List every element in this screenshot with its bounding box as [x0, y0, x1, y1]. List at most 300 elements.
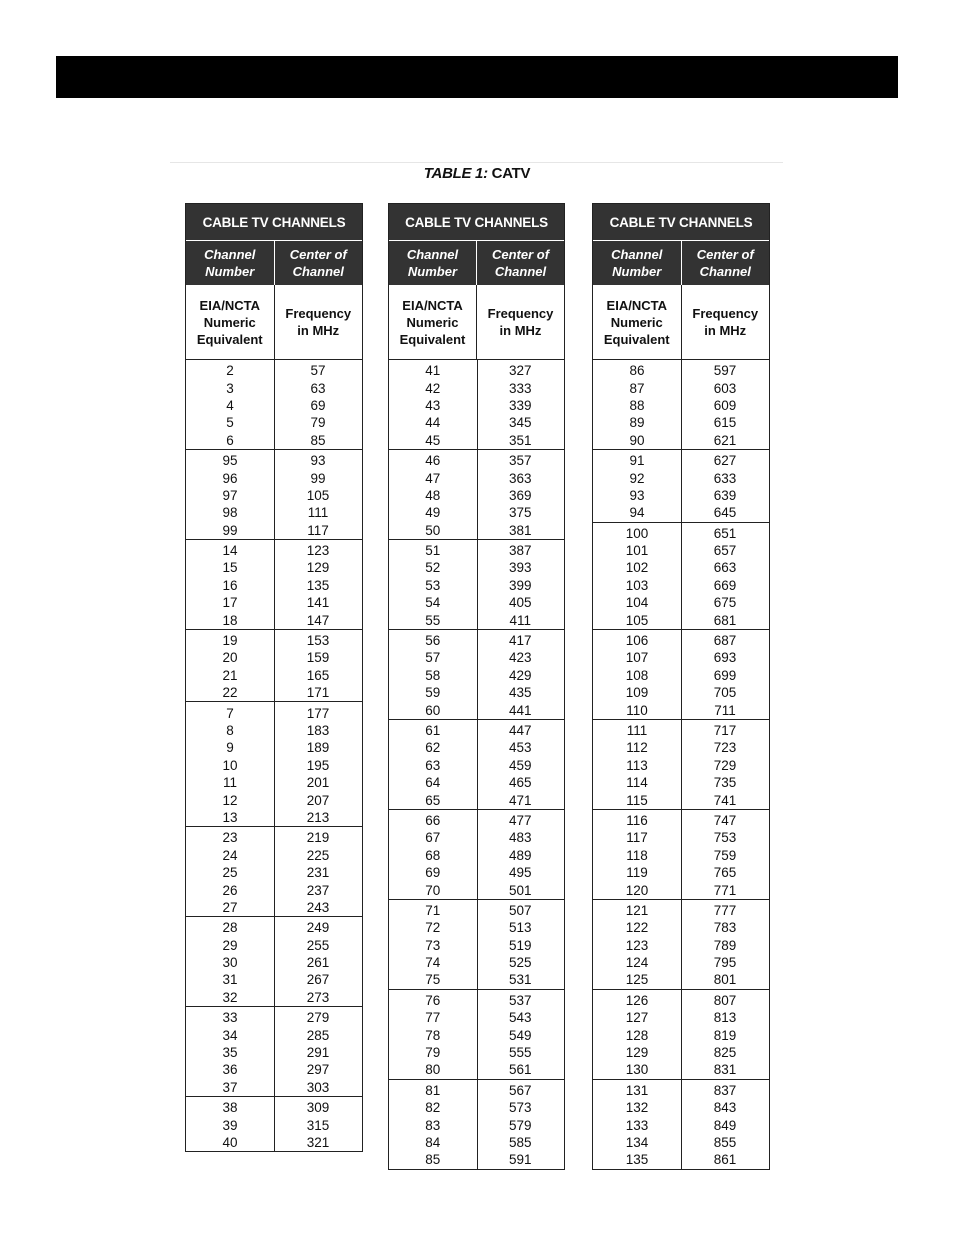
- channel-number: 4: [226, 397, 234, 413]
- channel-number: 123: [625, 937, 649, 953]
- channel-number: 76: [425, 992, 441, 1008]
- frequency-mhz: 849: [713, 1117, 737, 1133]
- channel-number: 3: [226, 380, 234, 396]
- channel-number: 52: [425, 560, 441, 576]
- column-divider: [477, 360, 478, 1169]
- frequency-mhz: 759: [713, 847, 737, 863]
- channel-number: 55: [425, 612, 441, 628]
- channel-number: 104: [625, 595, 649, 611]
- frequency-mhz: 135: [306, 577, 330, 593]
- frequency-mhz: 675: [713, 595, 737, 611]
- frequency-mhz: 321: [306, 1134, 330, 1150]
- frequency-mhz: 555: [508, 1045, 532, 1061]
- frequency-mhz: 633: [713, 470, 737, 486]
- frequency-mhz: 267: [306, 972, 330, 988]
- channel-number: 27: [222, 899, 238, 915]
- channel-number: 19: [222, 633, 238, 649]
- channel-number: 106: [625, 633, 649, 649]
- frequency-mhz: 291: [306, 1045, 330, 1061]
- channel-number: 115: [626, 792, 648, 808]
- frequency-mhz: 261: [306, 955, 330, 971]
- frequency-mhz: 69: [310, 397, 326, 413]
- frequency-mhz: 225: [306, 847, 330, 863]
- channel-number: 88: [629, 397, 645, 413]
- channel-number: 69: [425, 865, 441, 881]
- channel-number: 129: [625, 1045, 649, 1061]
- channel-number: 23: [222, 830, 238, 846]
- frequency-mhz: 393: [508, 560, 532, 576]
- channel-number: 128: [625, 1027, 649, 1043]
- channel-number: 120: [625, 882, 649, 898]
- frequency-mhz: 591: [508, 1152, 532, 1168]
- table-banner: CABLE TV CHANNELS: [186, 204, 362, 241]
- frequency-mhz: 219: [306, 830, 330, 846]
- frequency-mhz: 699: [713, 667, 737, 683]
- frequency-mhz: 585: [508, 1134, 532, 1150]
- channel-number: 105: [625, 612, 649, 628]
- frequency-mhz: 189: [306, 740, 330, 756]
- channel-number: 102: [625, 560, 649, 576]
- frequency-mhz: 657: [713, 543, 737, 559]
- channel-number: 116: [626, 812, 648, 828]
- channel-number: 30: [222, 955, 238, 971]
- channel-number: 41: [425, 363, 441, 379]
- channel-number: 86: [629, 363, 645, 379]
- frequency-mhz: 795: [713, 955, 737, 971]
- eia-ncta-subheader: EIA/NCTA Numeric Equivalent: [186, 285, 275, 359]
- frequency-mhz: 747: [713, 812, 737, 828]
- channel-number: 50: [425, 522, 441, 538]
- frequency-mhz: 489: [508, 847, 532, 863]
- channel-number: 108: [625, 667, 649, 683]
- channel-table-1: [185, 203, 363, 1152]
- frequency-mhz: 603: [713, 380, 737, 396]
- frequency-mhz: 717: [713, 723, 737, 738]
- table-banner: CABLE TV CHANNELS: [593, 204, 769, 241]
- frequency-mhz: 441: [508, 702, 532, 718]
- channel-number: 9: [226, 740, 234, 756]
- frequency-mhz: 537: [508, 992, 532, 1008]
- page-title: [0, 165, 954, 182]
- title-suffix: CATV: [487, 165, 531, 182]
- frequency-mhz: 573: [508, 1100, 532, 1116]
- frequency-mhz: 129: [306, 560, 330, 576]
- channel-number: 85: [425, 1152, 441, 1168]
- frequency-mhz: 729: [713, 757, 737, 773]
- channel-number: 47: [425, 470, 441, 486]
- frequency-mhz: 681: [713, 612, 737, 628]
- channel-number: 16: [222, 577, 238, 593]
- title-prefix: TABLE 1:: [423, 165, 488, 182]
- frequency-mhz: 507: [508, 902, 532, 918]
- channel-number: 79: [425, 1045, 441, 1061]
- frequency-mhz: 159: [306, 650, 330, 666]
- frequency-mhz: 171: [306, 685, 330, 701]
- frequency-mhz: 831: [713, 1062, 737, 1078]
- channel-number: 10: [222, 757, 238, 773]
- channel-number: 93: [629, 487, 645, 503]
- channel-number: 33: [222, 1010, 238, 1026]
- channel-number: 107: [625, 650, 649, 666]
- frequency-mhz: 183: [306, 723, 330, 738]
- channel-number: 112: [626, 740, 648, 756]
- channel-number-header: Channel Number: [593, 241, 682, 285]
- frequency-mhz: 549: [508, 1027, 532, 1043]
- frequency-mhz: 789: [713, 937, 737, 953]
- frequency-mhz: 303: [306, 1079, 330, 1095]
- channel-number: 45: [425, 432, 441, 448]
- channel-number: 25: [222, 865, 238, 881]
- channel-number: 77: [425, 1010, 441, 1026]
- frequency-mhz: 177: [306, 705, 330, 721]
- channel-number: 121: [625, 902, 649, 918]
- channel-number: 110: [626, 702, 648, 718]
- frequency-mhz: 765: [713, 865, 737, 881]
- frequency-mhz: 231: [306, 865, 330, 881]
- channel-number: 109: [625, 685, 649, 701]
- frequency-mhz: 567: [508, 1082, 532, 1098]
- frequency-mhz: 579: [508, 1117, 532, 1133]
- frequency-mhz: 621: [713, 432, 737, 448]
- frequency-mhz: 459: [508, 757, 532, 773]
- frequency-mhz: 711: [714, 702, 736, 718]
- frequency-mhz: 477: [508, 812, 532, 828]
- frequency-mhz: 705: [713, 685, 737, 701]
- channel-number: 59: [425, 685, 441, 701]
- frequency-mhz: 843: [713, 1100, 737, 1116]
- channel-number: 124: [625, 955, 649, 971]
- title-rule: [170, 162, 783, 163]
- channel-number: 20: [222, 650, 238, 666]
- frequency-mhz: 285: [306, 1027, 330, 1043]
- frequency-mhz: 453: [508, 740, 532, 756]
- channel-number: 134: [625, 1134, 649, 1150]
- channel-number: 64: [425, 775, 441, 791]
- frequency-mhz: 543: [508, 1010, 532, 1026]
- frequency-mhz: 297: [306, 1062, 330, 1078]
- channel-number: 26: [222, 882, 238, 898]
- channel-number: 32: [222, 989, 238, 1005]
- channel-number: 53: [425, 577, 441, 593]
- channel-number: 80: [425, 1062, 441, 1078]
- column-header-row: [593, 241, 769, 285]
- channel-number: 28: [222, 920, 238, 936]
- channel-number: 125: [625, 972, 649, 988]
- frequency-mhz: 327: [508, 363, 532, 379]
- channel-number: 35: [222, 1045, 238, 1061]
- frequency-mhz: 417: [508, 633, 532, 649]
- frequency-mhz: 609: [713, 397, 737, 413]
- frequency-mhz: 387: [508, 543, 532, 559]
- frequency-mhz: 561: [508, 1062, 532, 1078]
- frequency-mhz: 447: [508, 723, 532, 738]
- frequency-mhz: 399: [508, 577, 532, 593]
- frequency-mhz: 213: [306, 809, 330, 825]
- frequency-mhz: 375: [508, 505, 532, 521]
- frequency-mhz: 513: [508, 920, 532, 936]
- frequency-mhz: 615: [713, 415, 737, 431]
- channel-number: 133: [625, 1117, 649, 1133]
- channel-number: 132: [625, 1100, 649, 1116]
- frequency-mhz: 663: [713, 560, 737, 576]
- channel-number: 36: [222, 1062, 238, 1078]
- channel-number: 98: [222, 505, 238, 521]
- frequency-mhz: 369: [508, 487, 532, 503]
- frequency-mhz: 741: [713, 792, 737, 808]
- frequency-mhz: 753: [713, 830, 737, 846]
- frequency-mhz: 201: [306, 775, 330, 791]
- channel-number: 15: [222, 560, 238, 576]
- channel-number: 87: [629, 380, 645, 396]
- column-header-row: [186, 241, 362, 285]
- channel-table-3: [592, 203, 770, 1170]
- frequency-mhz: 99: [310, 470, 326, 486]
- table-body: [593, 360, 769, 1169]
- channel-number: 46: [425, 453, 441, 469]
- channel-number-header: Channel Number: [389, 241, 477, 285]
- channel-number: 60: [425, 702, 441, 718]
- frequency-mhz: 801: [713, 972, 737, 988]
- frequency-mhz: 651: [713, 525, 737, 541]
- channel-number: 126: [625, 992, 649, 1008]
- channel-number: 66: [425, 812, 441, 828]
- channel-number: 103: [625, 577, 649, 593]
- frequency-mhz: 63: [310, 380, 326, 396]
- channel-number: 6: [226, 432, 234, 448]
- frequency-mhz: 111: [307, 505, 329, 521]
- column-divider: [274, 360, 275, 1151]
- frequency-mhz: 333: [508, 380, 532, 396]
- channel-number: 62: [425, 740, 441, 756]
- frequency-mhz: 501: [508, 882, 532, 898]
- channel-number: 72: [425, 920, 441, 936]
- channel-number: 118: [626, 847, 648, 863]
- channel-number: 135: [625, 1152, 649, 1168]
- channel-number: 12: [222, 792, 238, 808]
- channel-number: 2: [226, 363, 234, 379]
- frequency-mhz: 273: [306, 989, 330, 1005]
- frequency-mhz: 819: [713, 1027, 737, 1043]
- frequency-mhz: 105: [306, 487, 330, 503]
- channel-number: 67: [425, 830, 441, 846]
- frequency-mhz: 777: [713, 902, 737, 918]
- channel-number: 114: [626, 775, 648, 791]
- frequency-mhz: 357: [508, 453, 532, 469]
- channel-number: 84: [425, 1134, 441, 1150]
- channel-number-header: Channel Number: [186, 241, 275, 285]
- channel-number: 94: [629, 505, 645, 521]
- channel-number: 117: [626, 830, 648, 846]
- channel-number: 39: [222, 1117, 238, 1133]
- frequency-mhz: 531: [508, 972, 532, 988]
- channel-number: 63: [425, 757, 441, 773]
- channel-number: 127: [625, 1010, 649, 1026]
- channel-number: 73: [425, 937, 441, 953]
- frequency-mhz: 345: [508, 415, 532, 431]
- frequency-mhz: 207: [306, 792, 330, 808]
- frequency-mhz: 771: [713, 882, 737, 898]
- frequency-mhz: 405: [508, 595, 532, 611]
- channel-number: 51: [425, 543, 441, 559]
- channel-number: 18: [222, 612, 238, 628]
- frequency-mhz: 93: [310, 453, 326, 469]
- frequency-mhz: 597: [713, 363, 737, 379]
- frequency-mhz: 57: [310, 363, 326, 379]
- frequency-mhz: 645: [713, 505, 737, 521]
- channel-number: 101: [625, 543, 649, 559]
- frequency-mhz: 309: [306, 1100, 330, 1116]
- frequency-mhz: 195: [306, 757, 330, 773]
- frequency-mhz: 243: [306, 899, 330, 915]
- channel-number: 111: [626, 723, 648, 738]
- channel-number: 13: [222, 809, 238, 825]
- channel-number: 37: [222, 1079, 238, 1095]
- frequency-mhz: 237: [306, 882, 330, 898]
- frequency-mhz: 153: [306, 633, 330, 649]
- table-banner: CABLE TV CHANNELS: [389, 204, 564, 241]
- eia-ncta-subheader: EIA/NCTA Numeric Equivalent: [389, 285, 477, 359]
- channel-number: 29: [222, 937, 238, 953]
- channel-number: 130: [625, 1062, 649, 1078]
- channel-number: 100: [625, 525, 649, 541]
- frequency-mhz: 627: [713, 453, 737, 469]
- frequency-mhz: 639: [713, 487, 737, 503]
- channel-number: 49: [425, 505, 441, 521]
- channel-number: 54: [425, 595, 441, 611]
- channel-number: 95: [222, 453, 238, 469]
- channel-number: 74: [425, 955, 441, 971]
- frequency-mhz: 363: [508, 470, 532, 486]
- channel-number: 78: [425, 1027, 441, 1043]
- channel-number: 8: [226, 723, 234, 738]
- frequency-mhz: 249: [306, 920, 330, 936]
- channel-number: 68: [425, 847, 441, 863]
- channel-number: 113: [626, 757, 648, 773]
- frequency-mhz: 783: [713, 920, 737, 936]
- center-of-channel-header: Center of Channel: [491, 247, 550, 279]
- frequency-mhz: 519: [508, 937, 532, 953]
- channel-number: 38: [222, 1100, 238, 1116]
- channel-number: 7: [226, 705, 234, 721]
- frequency-mhz: 495: [508, 865, 532, 881]
- channel-number: 82: [425, 1100, 441, 1116]
- eia-ncta-subheader: EIA/NCTA Numeric Equivalent: [593, 285, 682, 359]
- column-subheader-row: [389, 285, 564, 360]
- channel-number: 43: [425, 397, 441, 413]
- channel-number: 61: [425, 723, 441, 738]
- frequency-mhz: 861: [713, 1152, 737, 1168]
- channel-number: 21: [222, 667, 238, 683]
- table-body: [389, 360, 564, 1169]
- channel-number: 56: [425, 633, 441, 649]
- frequency-mhz: 315: [306, 1117, 330, 1133]
- frequency-mhz: 165: [306, 667, 330, 683]
- frequency-mhz: 429: [508, 667, 532, 683]
- channel-number: 31: [222, 972, 238, 988]
- channel-number: 83: [425, 1117, 441, 1133]
- channel-number: 91: [629, 453, 645, 469]
- top-black-bar: [56, 56, 898, 98]
- frequency-mhz: 123: [306, 543, 330, 559]
- frequency-mhz: 147: [306, 612, 330, 628]
- frequency-mhz: 855: [713, 1134, 737, 1150]
- frequency-mhz: 141: [306, 595, 330, 611]
- frequency-mhz: 525: [508, 955, 532, 971]
- channel-number: 57: [425, 650, 441, 666]
- frequency-mhz: 339: [508, 397, 532, 413]
- channel-number: 97: [222, 487, 238, 503]
- channel-number: 75: [425, 972, 441, 988]
- channel-number: 11: [222, 775, 237, 791]
- channel-number: 122: [625, 920, 649, 936]
- channel-number: 81: [425, 1082, 441, 1098]
- column-subheader-row: [593, 285, 769, 360]
- frequency-mhz: 435: [508, 685, 532, 701]
- channel-number: 24: [222, 847, 238, 863]
- channel-number: 99: [222, 522, 238, 538]
- frequency-mhz: 79: [310, 415, 326, 431]
- channel-number: 92: [629, 470, 645, 486]
- channel-number: 22: [222, 685, 238, 701]
- frequency-mhz: 85: [310, 432, 326, 448]
- center-of-channel-header: Center of Channel: [696, 247, 754, 279]
- channel-number: 14: [222, 543, 238, 559]
- channel-number: 34: [222, 1027, 238, 1043]
- column-subheader-row: [186, 285, 362, 360]
- channel-table-2: [388, 203, 565, 1170]
- frequency-mhz: 351: [508, 432, 532, 448]
- channel-number: 131: [625, 1082, 649, 1098]
- frequency-mhz: 813: [713, 1010, 737, 1026]
- frequency-mhz: 837: [713, 1082, 737, 1098]
- channel-number: 65: [425, 792, 441, 808]
- frequency-mhz: 411: [509, 612, 532, 628]
- frequency-mhz: 381: [508, 522, 532, 538]
- frequency-mhz: 669: [713, 577, 737, 593]
- channel-number: 70: [425, 882, 441, 898]
- frequency-mhz: 807: [713, 992, 737, 1008]
- channel-number: 58: [425, 667, 441, 683]
- frequency-mhz: 423: [508, 650, 532, 666]
- channel-number: 40: [222, 1134, 238, 1150]
- channel-number: 5: [226, 415, 234, 431]
- channel-number: 17: [222, 595, 238, 611]
- frequency-mhz: 687: [713, 633, 737, 649]
- frequency-mhz: 483: [508, 830, 532, 846]
- frequency-mhz: 471: [508, 792, 532, 808]
- frequency-mhz: 465: [508, 775, 532, 791]
- channel-number: 71: [425, 902, 441, 918]
- frequency-mhz: 825: [713, 1045, 737, 1061]
- frequency-mhz: 735: [713, 775, 737, 791]
- channel-number: 119: [626, 865, 648, 881]
- channel-number: 90: [629, 432, 645, 448]
- frequency-subheader: Frequency in MHz: [285, 306, 352, 338]
- frequency-mhz: 255: [306, 937, 330, 953]
- channel-number: 42: [425, 380, 441, 396]
- frequency-subheader: Frequency in MHz: [692, 306, 759, 338]
- table-body: [186, 360, 362, 1151]
- channel-number: 96: [222, 470, 238, 486]
- frequency-mhz: 117: [307, 522, 329, 538]
- column-header-row: [389, 241, 564, 285]
- frequency-subheader: Frequency in MHz: [487, 306, 554, 338]
- frequency-mhz: 693: [713, 650, 737, 666]
- column-divider: [681, 360, 682, 1169]
- frequency-mhz: 279: [306, 1010, 330, 1026]
- frequency-mhz: 723: [713, 740, 737, 756]
- channel-number: 44: [425, 415, 441, 431]
